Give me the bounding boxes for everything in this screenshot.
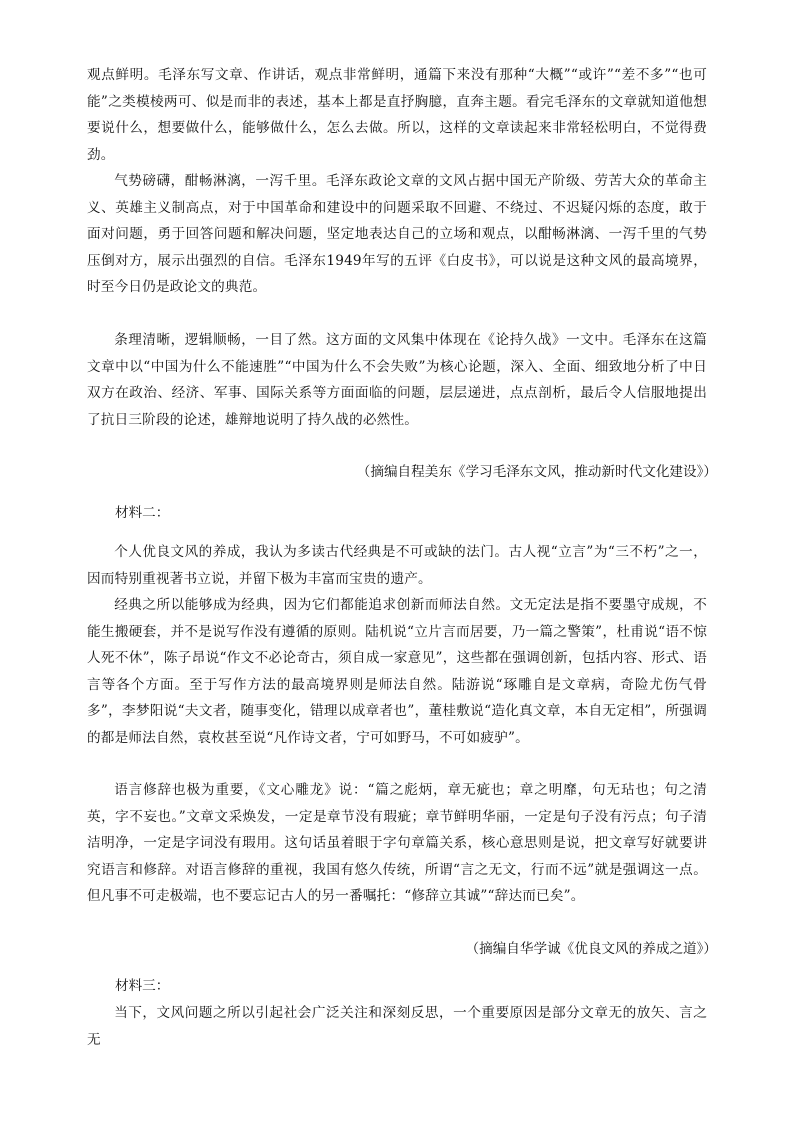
section-label-material-2: 材料二： (115, 505, 170, 521)
paragraph-momentum: 气势磅礴，酣畅淋漓，一泻千里。毛泽东政论文章的文风占据中国无产阶级、劳苦大众的革命主义、英雄主义制高点，对于中国革命和建设中的问题采取不回避、不绕过、不迟疑闪烁的态度，敢于面对问题，勇于回答问题和解决问题，坚定地表达自己的立场和观点，以酣畅淋漓、一泻千里的气势压倒对方，展示出强烈的自信。毛泽东1949年写的五评《白皮书》，可以说是这种文风的最高境界，时至今日仍是政论文的典范。 (87, 173, 707, 295)
paragraph-clear-viewpoint: 观点鲜明。毛泽东写文章、作讲话，观点非常鲜明，通篇下来没有那种“大概”“或许”“差不多”“也可能”之类模棱两可、似是而非的表述，基本上都是直抒胸臆，直奔主题。看完毛泽东的文章就知道他想要说什么，想要做什么，能够做什么，怎么去做。所以，这样的文章读起来非常轻松明白，不觉得费劲。 (87, 67, 707, 163)
paragraph-innovation: 经典之所以能够成为经典，因为它们都能追求创新而师法自然。文无定法是指不要墨守成规，不能生搬硬套，并不是说写作没有遵循的原则。陆机说“立片言而居要，乃一篇之警策”，杜甫说“语不惊人死不休”，陈子昂说“作文不必论奇古，须自成一家意见”，这些都在强调创新，包括内容、形式、语言等各个方面。至于写作方法的最高境界则是师法自然。陆游说“琢雕自是文章病，奇险尤伤气骨多”，李梦阳说“夫文者，随事变化，错理以成章者也”，董桂敷说“造化真文章，本自无定相”，所强调的都是师法自然，袁枚甚至说“凡作诗文者，宁可如野马，不可如疲驴”。 (87, 597, 707, 746)
section-label-material-3: 材料三： (115, 978, 170, 994)
source-citation-1: （摘编自程美东《学习毛泽东文风，推动新时代文化建设》） (356, 464, 717, 480)
paragraph-rhetoric: 语言修辞也极为重要，《文心雕龙》说：“篇之彪炳，章无疵也；章之明靡，句无玷也；句之清英，字不妄也。”文章文采焕发，一定是章节没有瑕疵；章节鲜明华丽，一定是句子没有污点；句子清洁明净，一定是字词没有瑕用。这句话虽着眼于字句章篇关系，核心意思则是说，把文章写好就要讲究语言和修辞。对语言修辞的重视，我国有悠久传统，所谓“言之无文，行而不远”就是强调这一点。但凡事不可走极端，也不要忘记古人的另一番嘱托：“修辞立其诚”“辞达而已矣”。 (87, 782, 707, 904)
paragraph-classics: 个人优良文风的养成，我认为多读古代经典是不可或缺的法门。古人视“立言”为“三不朽”之一，因而特别重视著书立说，并留下极为丰富而宝贵的遗产。 (87, 544, 707, 587)
source-citation-2: （摘编自华学诚《优良文风的养成之道》） (465, 941, 717, 957)
paragraph-current-issues: 当下，文风问题之所以引起社会广泛关注和深刻反思，一个重要原因是部分文章无的放矢、言之无 (87, 1005, 707, 1048)
paragraph-logic: 条理清晰，逻辑顺畅，一目了然。这方面的文风集中体现在《论持久战》一文中。毛泽东在这篇文章中以“中国为什么不能速胜”“中国为什么不会失败”为核心论题，深入、全面、细致地分析了中日双方在政治、经济、军事、国际关系等方面面临的问题，层层递进，点点剖析，最后令人信服地提出了抗日三阶段的论述，雄辩地说明了持久战的必然性。 (87, 332, 707, 428)
